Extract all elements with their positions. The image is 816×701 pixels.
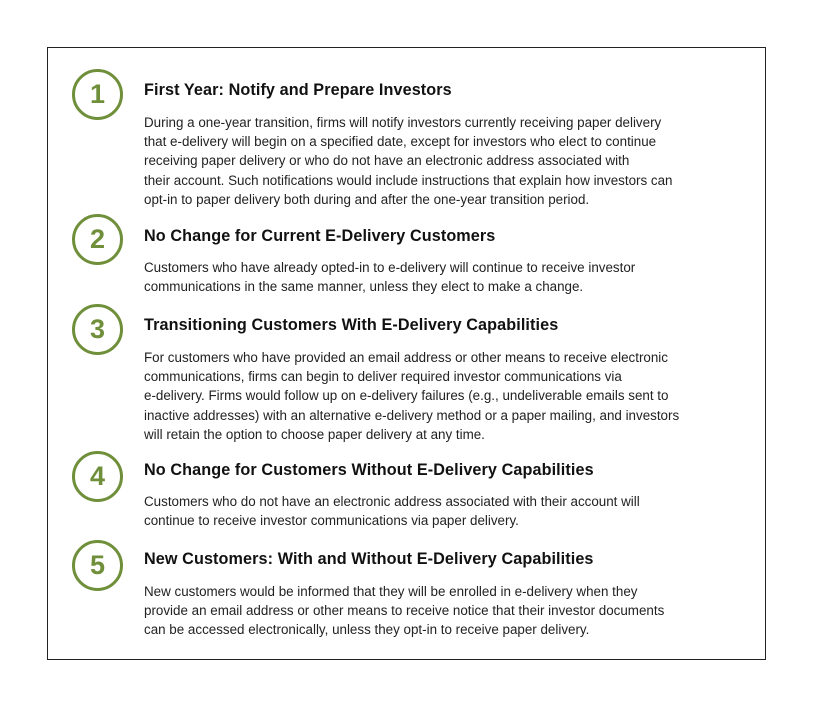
step-description-line: communications, firms can begin to deliver required investor communications via	[144, 369, 622, 385]
step-description-line: provide an email address or other means to receive notice that their investor documents	[144, 603, 665, 619]
step-description-line: e-delivery. Firms would follow up on e-delivery failures (e.g., undeliverable emails sent to	[144, 388, 669, 404]
step-description-line: their account. Such notifications would include instructions that explain how investors can	[144, 172, 673, 188]
step-description	[144, 113, 754, 209]
step-description	[144, 258, 754, 296]
step-description	[144, 582, 754, 640]
step-description-line: can be accessed electronically, unless they opt-in to receive paper delivery.	[144, 622, 590, 638]
step-description-line: continue to receive investor communications via paper delivery.	[144, 513, 519, 529]
step-number-badge: 1	[72, 69, 123, 120]
step-description	[144, 348, 754, 444]
step-description-line: inactive addresses) with an alternative e-delivery method or a paper mailing, and investors	[144, 407, 680, 423]
step-title: First Year: Notify and Prepare Investors	[144, 81, 452, 99]
step-description-line: receiving paper delivery or who do not have an electronic address associated with	[144, 153, 630, 169]
step-description-line: that e-delivery will begin on a specified date, except for investors who elect to continue	[144, 134, 657, 150]
step-description-line: For customers who have provided an email address or other means to receive electronic	[144, 350, 668, 365]
step-title: No Change for Current E-Delivery Customers	[144, 227, 496, 245]
steps-panel	[47, 47, 766, 660]
step-title: New Customers: With and Without E-Delivery Capabilities	[144, 550, 594, 568]
step-description	[144, 492, 754, 530]
step-description-line: New customers would be informed that they will be enrolled in e-delivery when they	[144, 584, 638, 599]
step-description-line: Customers who do not have an electronic address associated with their account will	[144, 494, 640, 509]
step-title: No Change for Customers Without E-Delivery Capabilities	[144, 461, 594, 479]
step-number-badge: 2	[72, 214, 123, 265]
step-number-badge: 5	[72, 540, 123, 591]
step-description-line: opt-in to paper delivery both during and after the one-year transition period.	[144, 191, 590, 207]
step-description-line: communications in the same manner, unless they elect to make a change.	[144, 279, 584, 295]
step-description-line: During a one-year transition, firms will notify investors currently receiving paper delivery	[144, 115, 662, 130]
step-description-line: will retain the option to choose paper delivery at any time.	[144, 426, 485, 442]
step-title: Transitioning Customers With E-Delivery Capabilities	[144, 316, 559, 334]
step-description-line: Customers who have already opted-in to e-delivery will continue to receive investor	[144, 260, 636, 275]
step-number-badge: 3	[72, 304, 123, 355]
step-number-badge: 4	[72, 451, 123, 502]
